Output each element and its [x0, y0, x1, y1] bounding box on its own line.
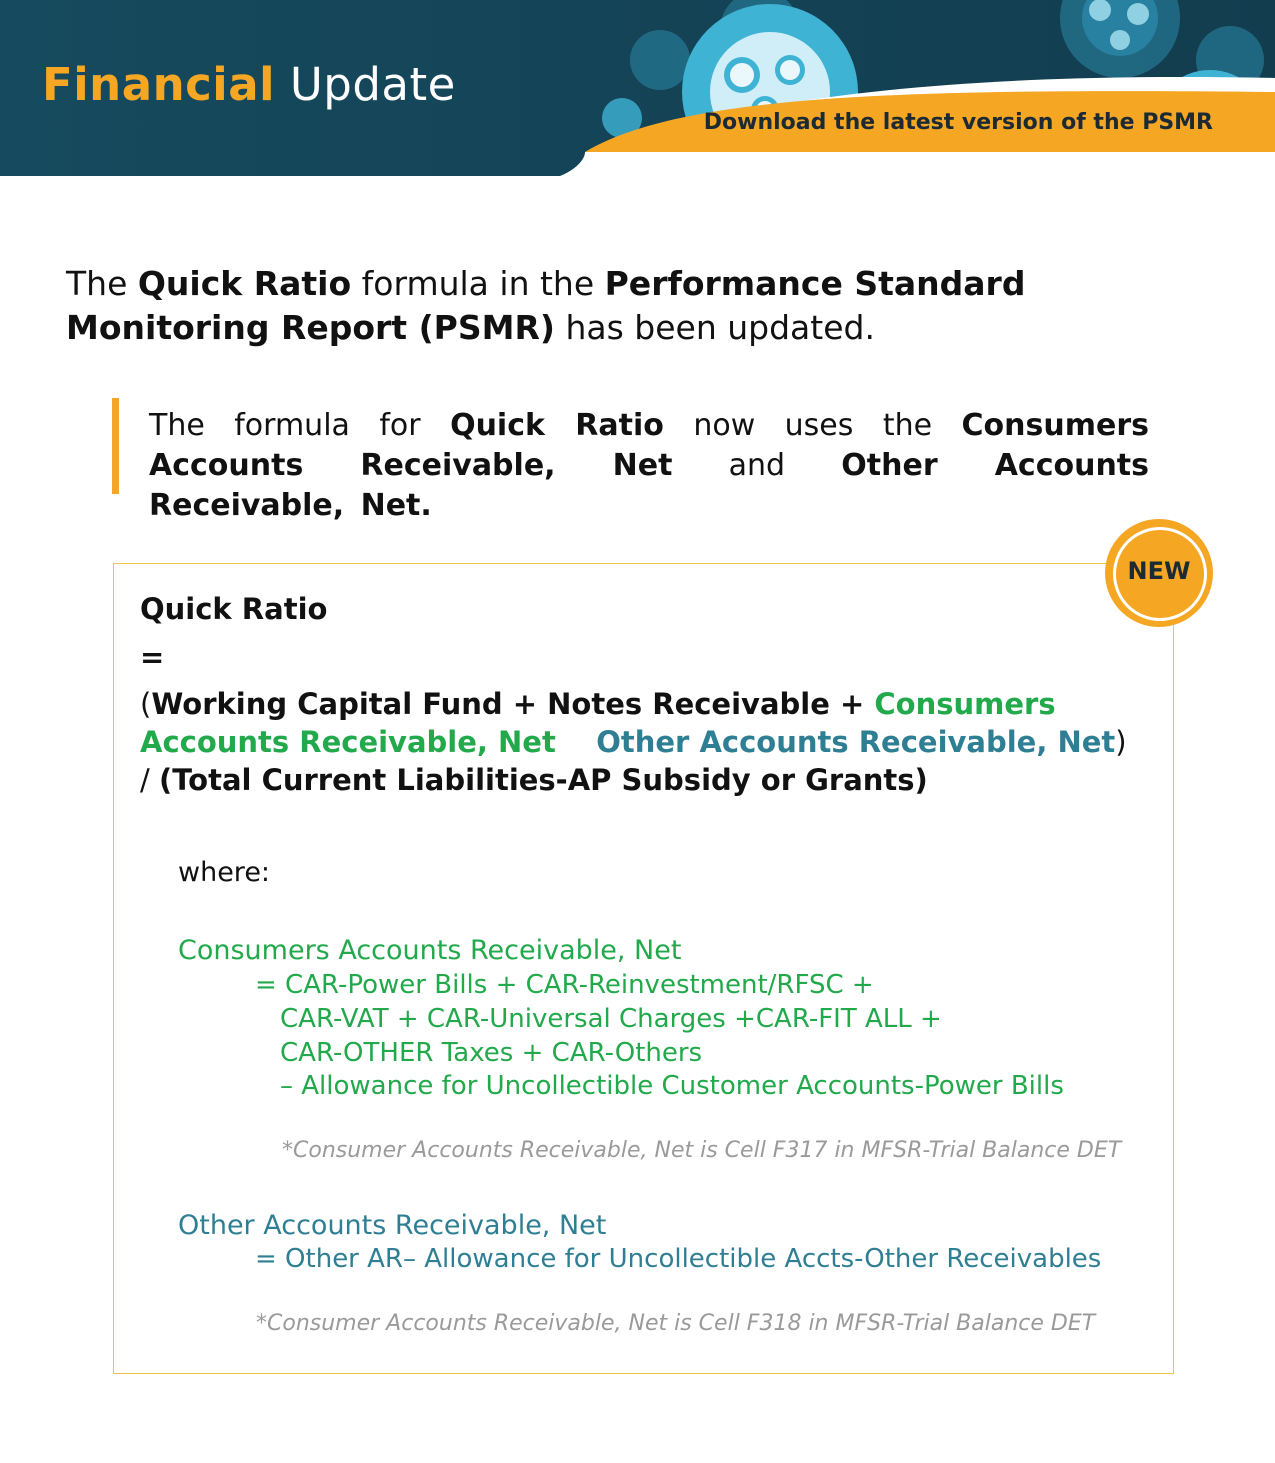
brand-word-update: Update	[289, 58, 456, 111]
callout-part: now uses the	[663, 408, 962, 443]
quick-ratio-formula	[140, 685, 1140, 799]
callout-other-ar: Other Accounts Receivable, Net.	[149, 448, 1150, 523]
callout-part: The formula for	[149, 408, 451, 443]
consumers-ar-note: *Consumer Accounts Receivable, Net is Cell F317 in MFSR-Trial Balance DET	[282, 1138, 1122, 1163]
consumers-ar-line3: CAR-OTHER Taxes + CAR-Others	[280, 1038, 703, 1068]
brand-title	[42, 58, 456, 111]
formula-divide: ) /	[140, 725, 1127, 797]
intro-text: formula in the	[351, 264, 605, 303]
callout-consumers-ar: Consumers Accounts Receivable, Net	[149, 408, 1149, 483]
badge-label: NEW	[1127, 557, 1191, 585]
consumers-ar-line1: = CAR-Power Bills + CAR-Reinvestment/RFSC +	[255, 970, 874, 1000]
formula-consumers-ar: Consumers Accounts Receivable, Net	[140, 687, 1056, 759]
formula-denominator: (Total Current Liabilities-AP Subsidy or Grants)	[159, 763, 928, 797]
consumers-ar-title: Consumers Accounts Receivable, Net	[178, 935, 682, 966]
other-ar-note: *Consumer Accounts Receivable, Net is Cell F318 in MFSR-Trial Balance DET	[256, 1311, 1096, 1336]
new-badge	[1105, 519, 1213, 627]
callout-part: and	[672, 448, 842, 483]
formula-paren: (	[140, 687, 152, 721]
formula-other-ar: Other Accounts Receivable, Net	[596, 725, 1116, 759]
intro-psmr: Performance Standard Monitoring Report (PSMR)	[66, 264, 1026, 347]
intro-paragraph	[66, 262, 1186, 350]
download-psmr-link[interactable]: Download the latest version of the PSMR	[703, 110, 1213, 135]
callout-quick-ratio: Quick Ratio	[450, 408, 664, 443]
other-ar-line1: = Other AR– Allowance for Uncollectible Accts-Other Receivables	[255, 1244, 1102, 1274]
formula-equals: =	[140, 640, 165, 674]
callout-quote	[112, 398, 1159, 523]
callout-text	[149, 406, 1149, 526]
consumers-ar-line4: – Allowance for Uncollectible Customer Accounts-Power Bills	[280, 1071, 1064, 1101]
formula-title: Quick Ratio	[140, 592, 328, 626]
intro-quick-ratio: Quick Ratio	[137, 264, 352, 303]
consumers-ar-line2: CAR-VAT + CAR-Universal Charges +CAR-FIT ALL +	[280, 1004, 942, 1034]
intro-text: has been updated.	[554, 308, 875, 347]
other-ar-title: Other Accounts Receivable, Net	[178, 1210, 607, 1241]
header-banner	[0, 0, 1275, 180]
where-label: where:	[178, 857, 271, 888]
intro-text: The	[66, 264, 138, 303]
brand-word-financial: Financial	[42, 58, 275, 111]
formula-part1: Working Capital Fund + Notes Receivable +	[151, 687, 875, 721]
